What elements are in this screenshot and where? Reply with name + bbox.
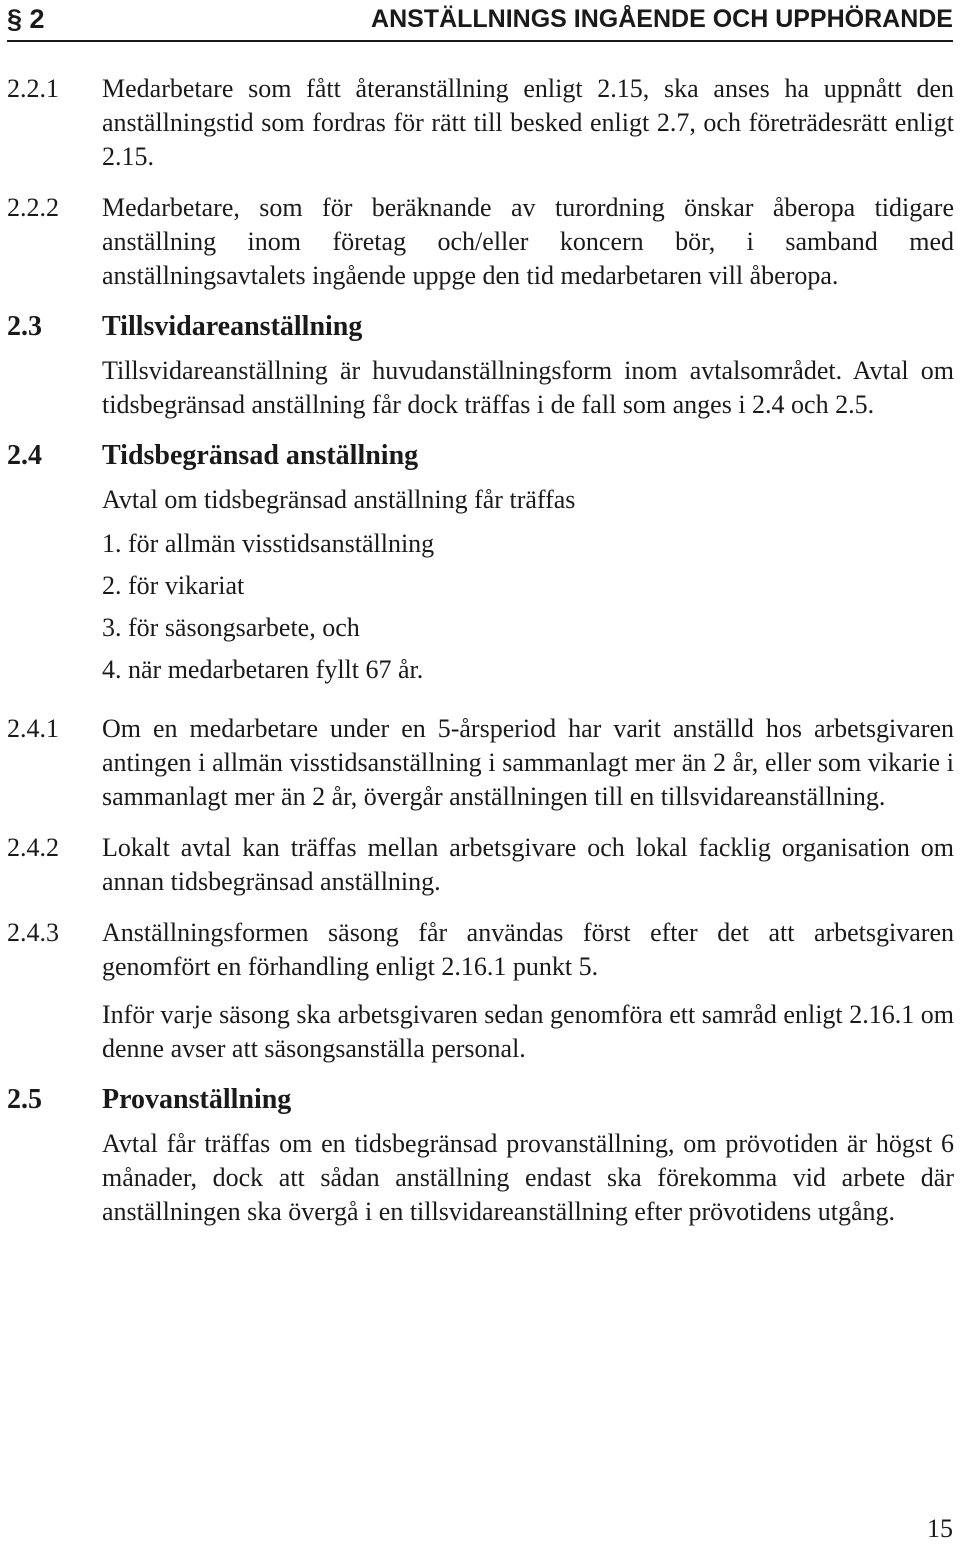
- clause-paragraph: Om en medarbetare under en 5-årsperiod har varit anställd hos arbetsgivaren antingen i allmän visstidsanställning i sammanlagt mer än 2 år, eller som vikarie i sammanlagt mer än 2 år, övergår anställningen till en tillsvidareanställning.: [102, 714, 954, 811]
- list-item: 2. för vikariat: [102, 571, 245, 600]
- section-heading: Tidsbegränsad anställning: [102, 440, 419, 471]
- section-number: 2.5: [7, 1084, 42, 1115]
- clause-number: 2.4.3: [7, 918, 59, 947]
- section-content: [102, 1083, 954, 1229]
- chapter-title: ANSTÄLLNINGS INGÅENDE OCH UPPHÖRANDE: [371, 5, 953, 33]
- employment-type-list: [102, 527, 954, 687]
- clause-paragraph: Medarbetare, som för beräknande av turordning önskar åberopa tidigare anställning inom företag och/eller koncern bör, i samband med anställningsavtalets ingående uppge den tid medarbetaren vill åberopa.: [102, 193, 954, 290]
- page-header: [0, 0, 960, 46]
- section-content: [102, 310, 954, 422]
- clause-number: 2.4.2: [7, 833, 59, 862]
- section-2-4: [7, 439, 954, 695]
- clause-2-4-2: [7, 831, 954, 899]
- clause-paragraph: Inför varje säsong ska arbetsgivaren sedan genomföra ett samråd enligt 2.16.1 om denne avser att säsongsanställa personal.: [102, 1000, 954, 1063]
- section-intro: Avtal om tidsbegränsad anställning får träffas: [102, 485, 576, 514]
- section-heading: Tillsvidareanställning: [102, 311, 363, 342]
- section-2-5: [7, 1083, 954, 1229]
- list-item: 3. för säsongsarbete, och: [102, 613, 360, 642]
- section-paragraph: Avtal får träffas om en tidsbegränsad provanställning, om prövotiden är högst 6 månader, dock att sådan anställning endast ska förekomma vid arbete där anställningen ska övergå i en tillsvidareanställning efter prövotidens utgång.: [102, 1129, 954, 1226]
- clause-text: [102, 712, 954, 814]
- clause-text: [102, 831, 954, 899]
- section-paragraph: Tillsvidareanställning är huvudanställningsform inom avtalsområdet. Avtal om tidsbegränsad anställning får dock träffas i de fall som anges i 2.4 och 2.5.: [102, 356, 954, 419]
- clause-paragraph: Anställningsformen säsong får användas först efter det att arbetsgivaren genomfört en förhandling enligt 2.16.1 punkt 5.: [102, 918, 954, 981]
- clause-text: [102, 72, 954, 174]
- section-content: [102, 439, 954, 695]
- paragraph-number: § 2: [7, 4, 45, 34]
- clause-number: 2.4.1: [7, 714, 59, 743]
- clause-paragraph: Medarbetare som fått återanställning enligt 2.15, ska anses ha uppnått den anställningstid som fordras för rätt till besked enligt 2.7, och företrädesrätt enligt 2.15.: [102, 74, 954, 171]
- clause-2-2-1: [7, 72, 954, 174]
- list-item: 1. för allmän visstidsanställning: [102, 529, 435, 558]
- clause-2-2-2: [7, 191, 954, 293]
- section-number: 2.4: [7, 440, 42, 471]
- clause-text: [102, 191, 954, 293]
- clause-number: 2.2.2: [7, 193, 59, 222]
- clause-paragraph: Lokalt avtal kan träffas mellan arbetsgivare och lokal facklig organisation om annan tidsbegränsad anställning.: [102, 833, 954, 896]
- section-2-3: [7, 310, 954, 422]
- clause-text: [102, 916, 954, 1066]
- clause-number: 2.2.1: [7, 74, 59, 103]
- section-number: 2.3: [7, 311, 42, 342]
- clause-2-4-3: [7, 916, 954, 1066]
- clause-2-4-1: [7, 712, 954, 814]
- section-heading: Provanställning: [102, 1084, 292, 1115]
- document-body: [7, 72, 954, 1246]
- page-number: 15: [927, 1514, 953, 1543]
- header-rule: [7, 40, 953, 42]
- list-item: 4. när medarbetaren fyllt 67 år.: [102, 655, 424, 684]
